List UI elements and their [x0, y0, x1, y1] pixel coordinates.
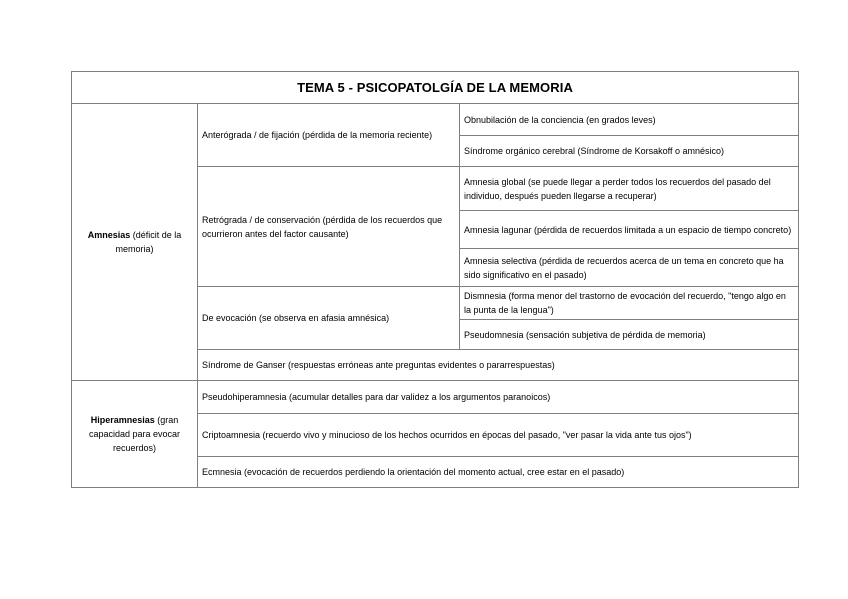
item-criptoamnesia: Criptoamnesia (recuerdo vivo y minucioso de los hechos ocurridos en épocas del pasado, "ver pasar la vida ante tus ojos") — [198, 414, 799, 457]
item-amnesia-lagunar: Amnesia lagunar (pérdida de recuerdos limitada a un espacio de tiempo concreto) — [460, 211, 799, 249]
subtype-anterograda: Anterógrada / de fijación (pérdida de la memoria reciente) — [198, 104, 460, 167]
item-pseudomnesia: Pseudomnesia (sensación subjetiva de pérdida de memoria) — [460, 320, 799, 350]
item-sindrome-ganser: Síndrome de Ganser (respuestas erróneas ante preguntas evidentes o pararrespuestas) — [198, 350, 799, 381]
item-amnesia-global: Amnesia global (se puede llegar a perder todos los recuerdos del pasado del individuo, después pueden llegarse a recuperar) — [460, 167, 799, 211]
hiperamnesias-label: Hiperamnesias — [90, 415, 155, 425]
memory-psychopathology-table — [71, 71, 799, 488]
item-pseudohiperamnesia: Pseudohiperamnesia (acumular detalles para dar validez a los argumentos paranoicos) — [198, 381, 799, 414]
item-sindrome-organico: Síndrome orgánico cerebral (Síndrome de Korsakoff o amnésico) — [460, 136, 799, 167]
category-amnesias — [72, 104, 198, 381]
hiperamnesias-description: (gran capacidad para evocar recuerdos) — [88, 415, 181, 453]
item-ecmnesia: Ecmnesia (evocación de recuerdos perdiendo la orientación del momento actual, cree estar en el pasado) — [198, 457, 799, 488]
item-amnesia-selectiva: Amnesia selectiva (pérdida de recuerdos acerca de un tema en concreto que ha sido significativo en el pasado) — [460, 249, 799, 287]
subtype-evocacion: De evocación (se observa en afasia amnésica) — [198, 287, 460, 350]
category-hiperamnesias — [72, 381, 198, 488]
item-dismnesia: Dismnesia (forma menor del trastorno de evocación del recuerdo, "tengo algo en la punta de la lengua") — [460, 287, 799, 320]
amnesias-label: Amnesias — [87, 230, 131, 240]
table-title: TEMA 5 - PSICOPATOLGÍA DE LA MEMORIA — [72, 72, 799, 104]
amnesias-description: (déficit de la memoria) — [115, 230, 182, 254]
item-obnubilacion: Obnubilación de la conciencia (en grados leves) — [460, 104, 799, 136]
subtype-retrograda: Retrógrada / de conservación (pérdida de los recuerdos que ocurrieron antes del factor causante) — [198, 167, 460, 287]
